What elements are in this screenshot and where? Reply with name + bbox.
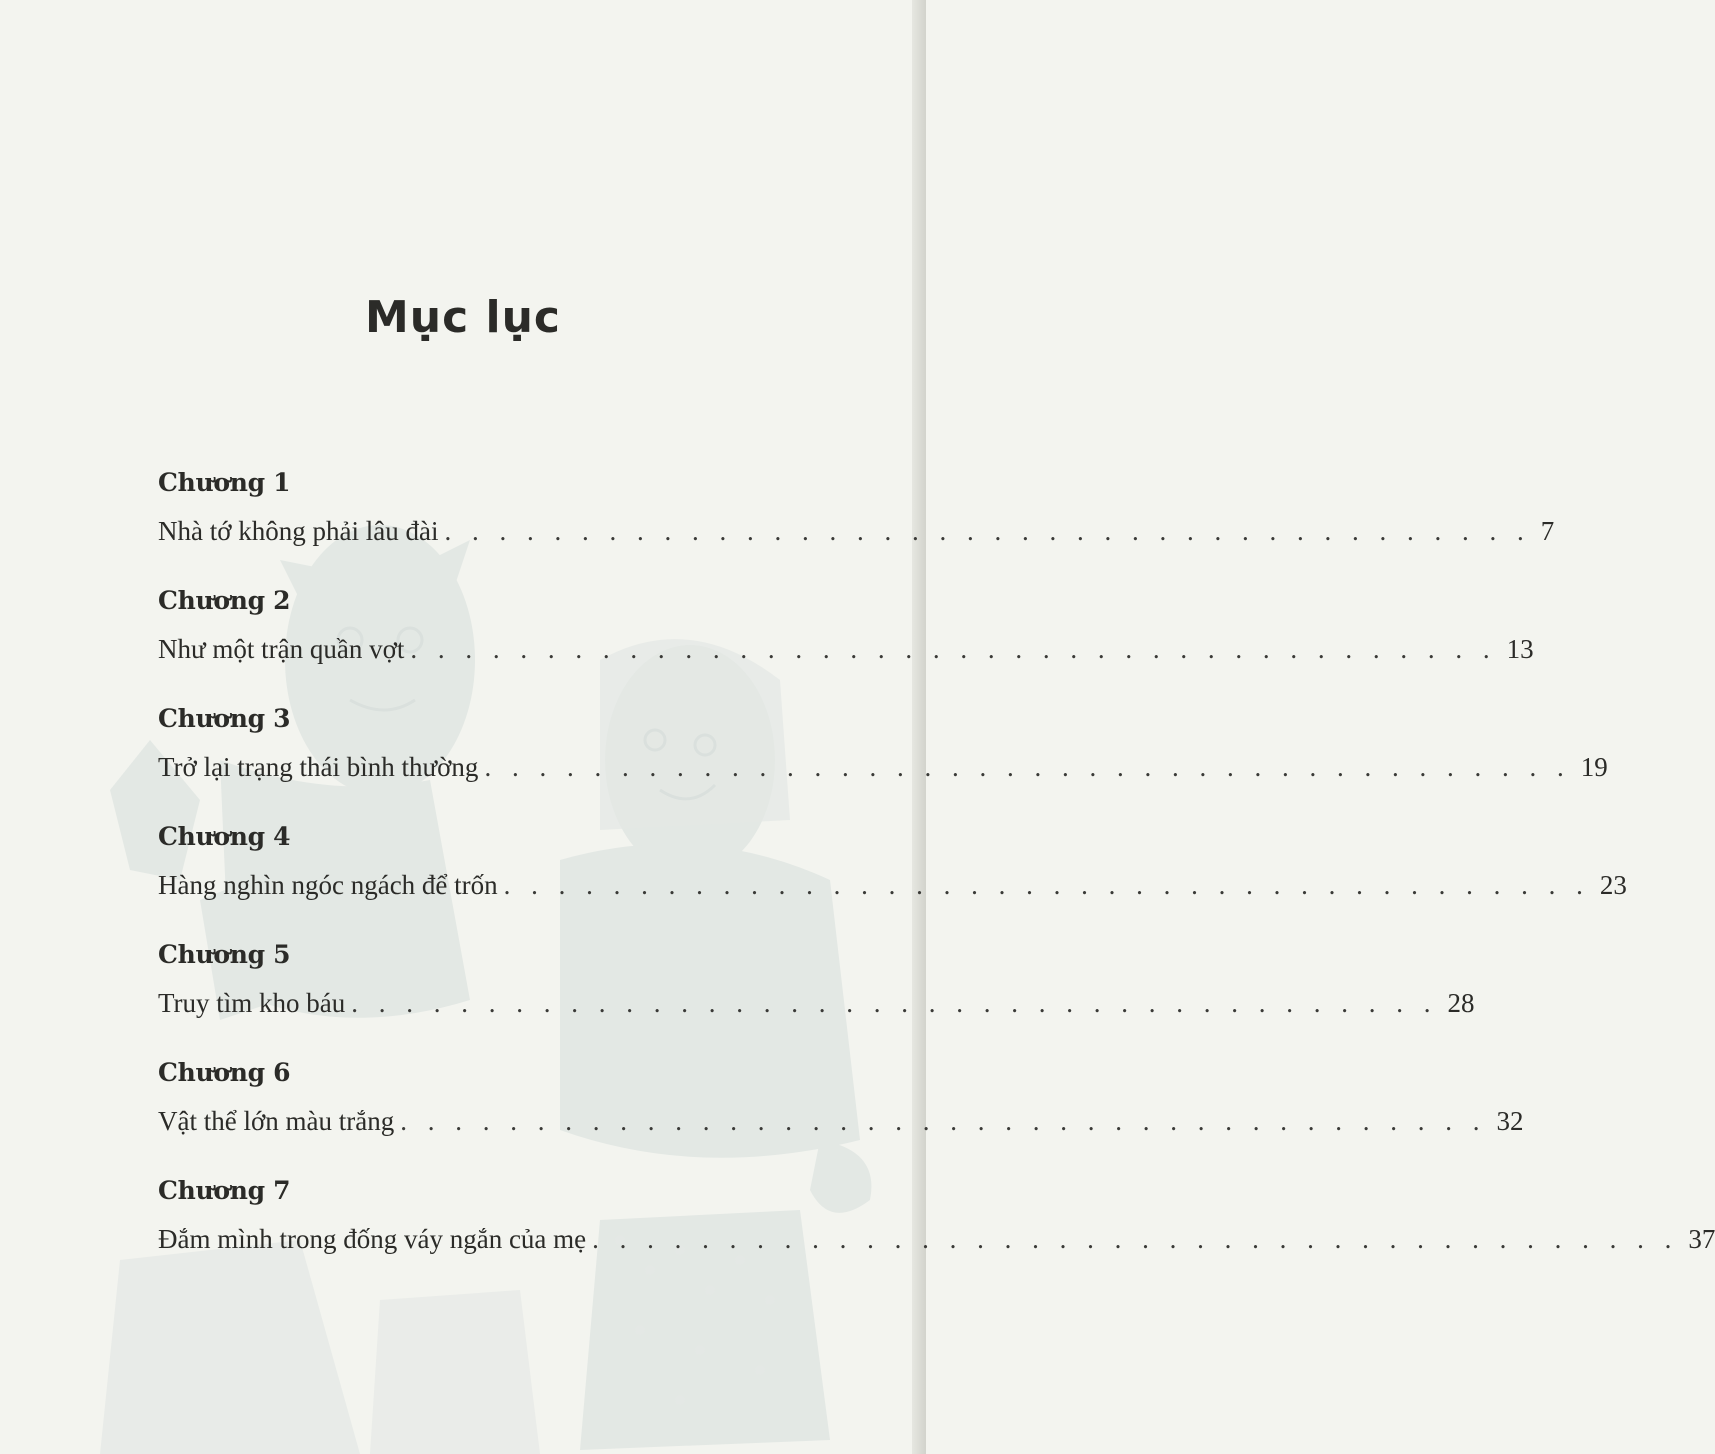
- chapter-label: Chương 6: [158, 1058, 291, 1087]
- page-number: 28: [1447, 988, 1475, 1018]
- chapter-label: Chương 4: [158, 822, 291, 851]
- entry-line: [158, 516, 1555, 547]
- toc-list: [158, 468, 1715, 1294]
- toc-entry[interactable]: [158, 1058, 1524, 1176]
- page-number: 7: [1540, 516, 1555, 546]
- toc-entry[interactable]: [158, 468, 1555, 586]
- chapter-title: Hàng nghìn ngóc ngách để trốn: [158, 870, 498, 900]
- page-number: 32: [1496, 1106, 1524, 1136]
- entry-line: [158, 870, 1627, 901]
- page-number: 13: [1506, 634, 1534, 664]
- dot-leader: . . . . . . . . . . . . . . . . . . . . . . . . . . . . . . . . . . . . . . . .: [351, 988, 1438, 1018]
- toc-entry[interactable]: [158, 822, 1627, 940]
- dot-leader: . . . . . . . . . . . . . . . . . . . . . . . . . . . . . . . . . . . . . . . .: [400, 1106, 1487, 1136]
- chapter-label: Chương 3: [158, 704, 291, 733]
- page-number: 19: [1580, 752, 1608, 782]
- page-number: 23: [1599, 870, 1627, 900]
- chapter-label: Chương 1: [158, 468, 291, 497]
- dot-leader: . . . . . . . . . . . . . . . . . . . . . . . . . . . . . . . . . . . . . . . .: [592, 1224, 1679, 1254]
- toc-title: Mục lục: [365, 292, 561, 343]
- page-number: 37: [1688, 1224, 1715, 1254]
- dot-leader: . . . . . . . . . . . . . . . . . . . . . . . . . . . . . . . . . . . . . . . .: [410, 634, 1497, 664]
- chapter-title: Đắm mình trong đống váy ngắn của mẹ: [158, 1224, 587, 1254]
- chapter-label: Chương 7: [158, 1176, 291, 1205]
- chapter-title: Trở lại trạng thái bình thường: [158, 752, 479, 782]
- chapter-title: Như một trận quần vợt: [158, 634, 405, 664]
- chapter-title: Truy tìm kho báu: [158, 988, 346, 1018]
- chapter-title: Nhà tớ không phải lâu đài: [158, 516, 439, 546]
- chapter-label: Chương 2: [158, 586, 291, 615]
- entry-line: [158, 752, 1608, 783]
- entry-line: [158, 1106, 1524, 1137]
- entry-line: [158, 1224, 1715, 1255]
- chapter-title: Vật thể lớn màu trắng: [158, 1106, 395, 1136]
- toc-entry[interactable]: [158, 704, 1608, 822]
- dot-leader: . . . . . . . . . . . . . . . . . . . . . . . . . . . . . . . . . . . . . . . .: [484, 752, 1571, 782]
- toc-entry[interactable]: [158, 1176, 1715, 1294]
- toc-entry[interactable]: [158, 940, 1475, 1058]
- toc-entry[interactable]: [158, 586, 1534, 704]
- dot-leader: . . . . . . . . . . . . . . . . . . . . . . . . . . . . . . . . . . . . . . . .: [503, 870, 1590, 900]
- entry-line: [158, 988, 1475, 1019]
- dot-leader: . . . . . . . . . . . . . . . . . . . . . . . . . . . . . . . . . . . . . . . .: [444, 516, 1531, 546]
- entry-line: [158, 634, 1534, 665]
- chapter-label: Chương 5: [158, 940, 291, 969]
